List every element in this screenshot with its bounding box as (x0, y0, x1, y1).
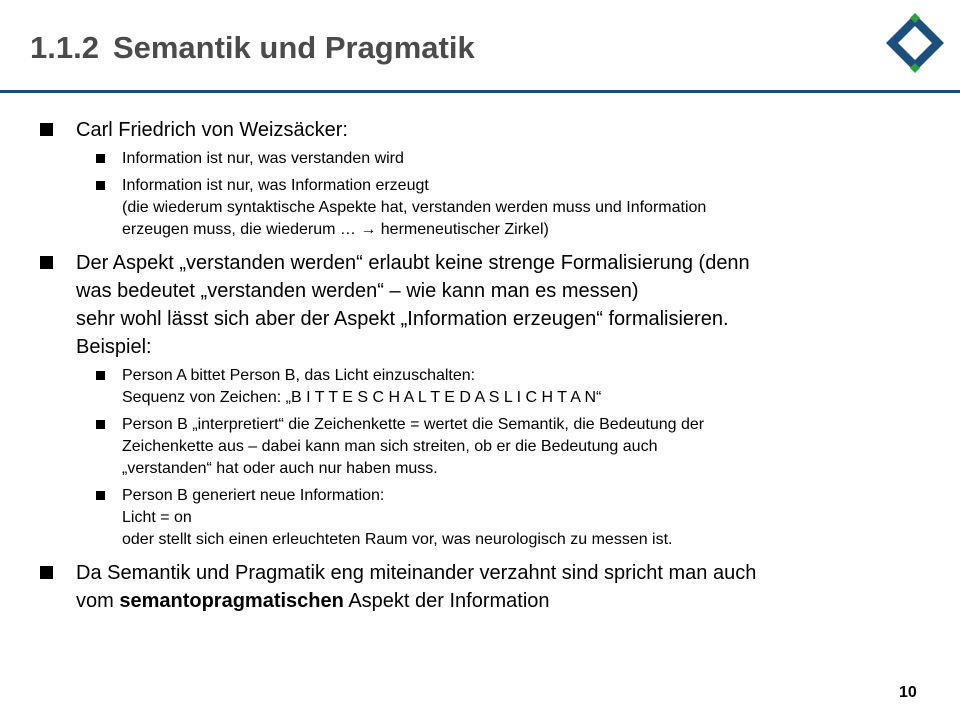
title-text: Semantik und Pragmatik (112, 30, 475, 65)
sub-bullet-text: oder stellt sich einen erleuchteten Raum vor, was neurologisch zu messen ist. (122, 531, 673, 548)
bullet-semantopragmatik (40, 559, 920, 615)
square-bullet-icon (96, 491, 105, 500)
text-run: vom (76, 590, 120, 612)
square-bullet-icon (96, 154, 105, 163)
bullet-text-line (76, 587, 920, 615)
slide-content (40, 116, 920, 623)
square-bullet-icon (96, 371, 105, 380)
sub-list (96, 365, 920, 551)
sub-bullet-text: Sequenz von Zeichen: „B I T T E S C H A L T E D A S L I C H T A N“ (122, 389, 602, 406)
bullet-text: Beispiel: (76, 336, 152, 358)
sub-bullet-text: (die wiederum syntaktische Aspekte hat, verstanden werden muss und Information (122, 199, 707, 216)
square-bullet-icon (96, 181, 105, 190)
sub-bullet-text: Person A bittet Person B, das Licht einzuschalten: (122, 367, 476, 384)
bullet-weizsaecker (40, 116, 920, 241)
title-divider (0, 90, 960, 93)
sub-bullet-text: Information ist nur, was verstanden wird (122, 150, 404, 167)
sub-bullet-text: Person B „interpretiert“ die Zeichenkette = wertet die Semantik, die Bedeutung der (122, 416, 705, 433)
sub-list (96, 148, 920, 241)
sub-bullet-text: erzeugen muss, die wiederum … → hermeneutischer Zirkel) (122, 221, 549, 238)
bullet-text: sehr wohl lässt sich aber der Aspekt „Information erzeugen“ formalisieren. (76, 308, 729, 330)
sub-bullet-text: Zeichenkette aus – dabei kann man sich streiten, ob er die Bedeutung auch (122, 438, 658, 455)
square-bullet-icon (96, 420, 105, 429)
square-bullet-icon (40, 566, 53, 579)
bullet-text: Carl Friedrich von Weizsäcker: (76, 119, 348, 141)
sub-bullet (96, 175, 920, 241)
square-bullet-icon (40, 123, 53, 136)
text-run: Aspekt der Information (343, 590, 550, 612)
sub-bullet-text: „verstanden“ hat oder auch nur haben muss. (122, 460, 438, 477)
slide-title (30, 30, 475, 66)
sub-bullet (96, 365, 920, 409)
bullet-text: was bedeutet „verstanden werden“ – wie kann man es messen) (76, 280, 639, 302)
page-number: 10 (899, 684, 917, 701)
sub-bullet (96, 148, 920, 170)
sub-bullet (96, 414, 920, 480)
square-bullet-icon (40, 256, 53, 269)
emphasis-term: semantopragmatischen (119, 590, 344, 612)
sub-bullet-text: Information ist nur, was Information erzeugt (122, 177, 429, 194)
sub-bullet (96, 485, 920, 551)
sub-bullet-text: Licht = on (122, 509, 192, 526)
bullet-text: Da Semantik und Pragmatik eng miteinander verzahnt sind spricht man auch (76, 562, 757, 584)
bullet-text: Der Aspekt „verstanden werden“ erlaubt keine strenge Formalisierung (denn (76, 252, 750, 274)
bullet-aspekt (40, 249, 920, 551)
section-number: 1.1.2 (30, 30, 99, 65)
sub-bullet-text: Person B generiert neue Information: (122, 487, 385, 504)
diamond-logo-icon (884, 12, 946, 74)
